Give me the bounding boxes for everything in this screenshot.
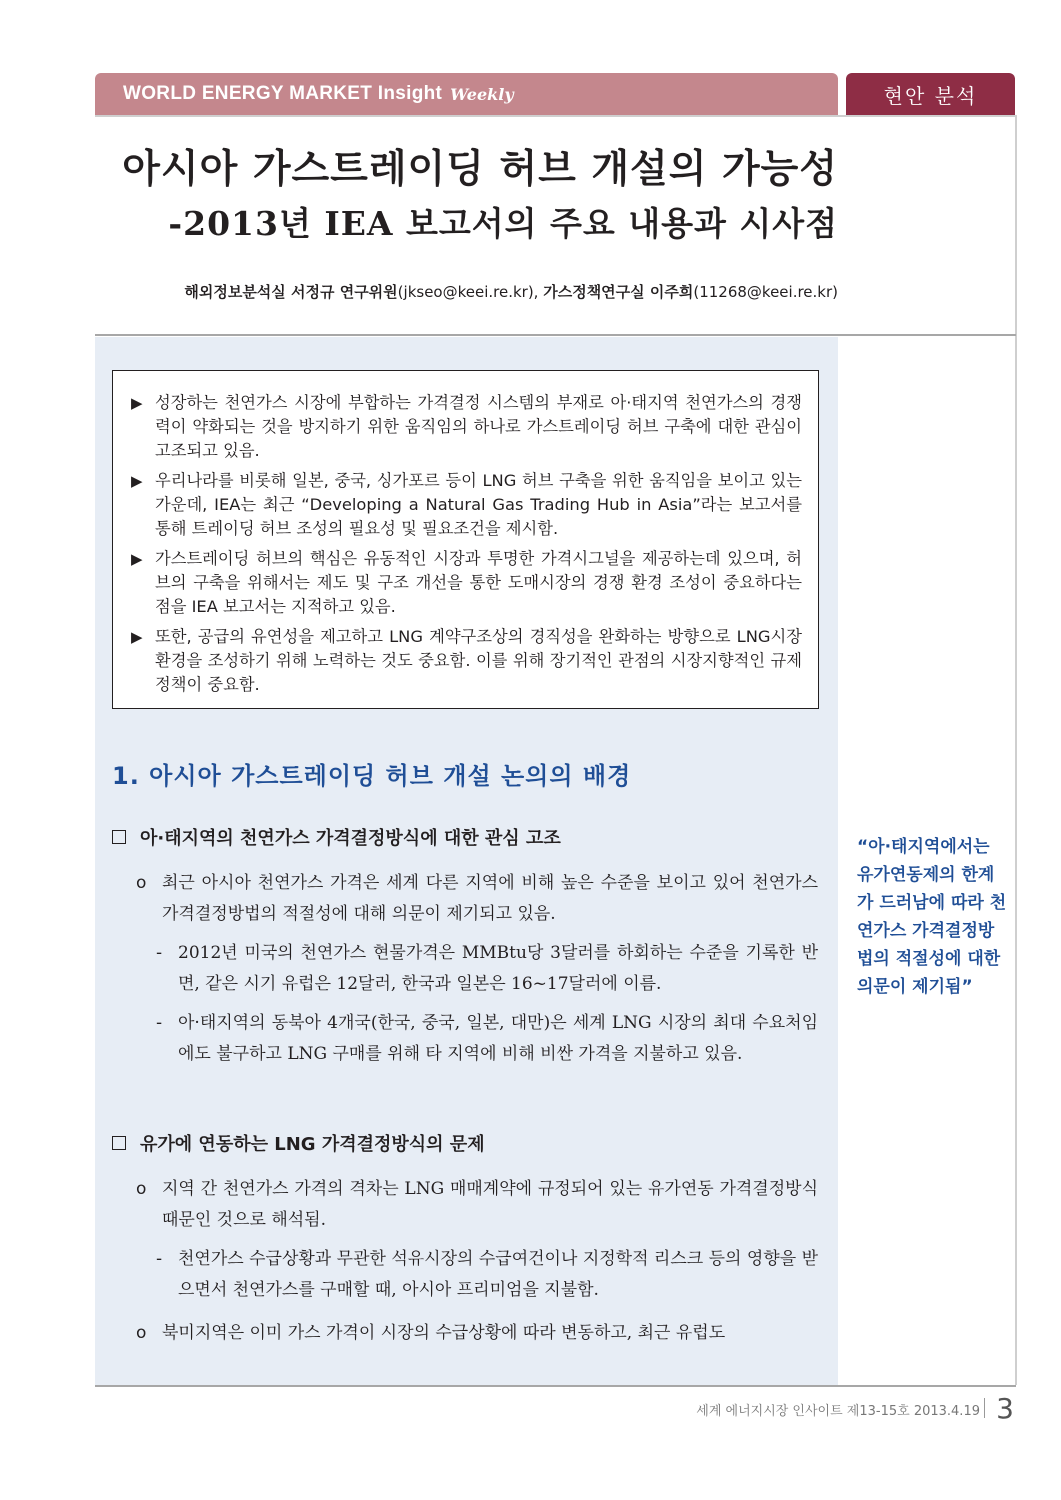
summary-text: 또한, 공급의 유연성을 제고하고 LNG 계약구조상의 경직성을 완화하는 방향으로 LNG시장 환경을 조성하기 위해 노력하는 것도 중요함. 이를 위해 장기적인 관점의 시장지향적인 규제정책이 중요함. [155,627,802,694]
dash-bullet-icon: - [156,943,163,963]
author-2-email: (11268@keei.re.kr) [693,283,838,301]
section-tab: 현안 분석 [846,73,1015,115]
paragraph-text: 최근 아시아 천연가스 가격은 세계 다른 지역에 비해 높은 수준을 보이고 있어 천연가스 가격결정방법의 적절성에 대해 의문이 제기되고 있음. [162,873,818,924]
circle-bullet-icon: o [136,1323,147,1343]
circle-bullet-icon: o [136,873,147,893]
section-heading: 1. 아시아 가스트레이딩 허브 개설 논의의 배경 [112,762,632,790]
publication-header-bar [95,73,838,115]
checkbox-square-icon [112,830,126,844]
dash-bullet-icon: - [156,1249,163,1269]
subheading [112,1130,485,1156]
checkbox-square-icon [112,1136,126,1150]
circle-bullet-icon: o [136,1179,147,1199]
triangle-bullet-icon: ▶ [131,628,143,646]
author-1: 해외정보분석실 서정규 연구위원 [184,283,398,301]
summary-item [131,391,802,463]
summary-text: 우리나라를 비롯해 일본, 중국, 싱가포르 등이 LNG 허브 구축을 위한 움직임을 보이고 있는 가운데, IEA는 최근 “Developing a Natural Gas Trading Hub in Asia”라는 보고서를 통해 트레이딩 허브 조성의 필요성 및 필요조건을 제시함. [155,471,802,538]
paragraph [136,1318,818,1349]
summary-text: 가스트레이딩 허브의 핵심은 유동적인 시장과 투명한 가격시그널을 제공하는데 있으며, 허브의 구축을 위해서는 제도 및 구조 개선을 통한 도매시장의 경쟁 환경 조성이 중요하다는 점을 IEA 보고서는 지적하고 있음. [155,549,802,616]
dash-bullet-icon: - [156,1013,163,1033]
subheading-text: 아·태지역의 천연가스 가격결정방식에 대한 관심 고조 [140,828,561,849]
paragraph-text: 북미지역은 이미 가스 가격이 시장의 수급상황에 따라 변동하고, 최근 유럽도 [162,1323,726,1343]
pull-quote: “아·태지역에서는 유가연동제의 한계가 드러남에 따라 천연가스 가격결정방법의 적절성에 대한 의문이 제기됨” [857,837,1007,997]
header-rule [95,115,1016,117]
footer-issue: 세계 에너지시장 인사이트 제13-15호 2013.4.19 [696,1404,980,1419]
author-1-email: (jkseo@keei.re.kr), [397,283,544,301]
paragraph-text: 천연가스 수급상황과 무관한 석유시장의 수급여건이나 지정학적 리스크 등의 영향을 받으면서 천연가스를 구매할 때, 아시아 프리미엄을 지불함. [178,1249,818,1300]
footer-separator [984,1398,985,1418]
summary-text: 성장하는 천연가스 시장에 부합하는 가격결정 시스템의 부재로 아·태지역 천연가스의 경쟁력이 약화되는 것을 방지하기 위한 움직임의 하나로 가스트레이딩 허브 구축에 대한 관심이 고조되고 있음. [155,393,802,460]
paragraph [136,868,818,930]
author-line [95,281,838,302]
subheading [112,824,561,850]
summary-item [131,625,802,697]
title-rule [95,334,1016,336]
author-2: 가스정책연구실 이주희 [543,283,694,301]
sub-paragraph [156,938,818,1000]
summary-item [131,547,802,619]
right-margin-rule [1015,115,1017,1385]
triangle-bullet-icon: ▶ [131,472,143,490]
publication-weekly: Weekly [450,84,514,104]
paragraph-text: 아·태지역의 동북아 4개국(한국, 중국, 일본, 대만)은 세계 LNG 시장의 최대 수요처임에도 불구하고 LNG 구매를 위해 타 지역에 비해 비싼 가격을 지불하고 있음. [178,1013,818,1064]
triangle-bullet-icon: ▶ [131,550,143,568]
summary-item [131,469,802,541]
article-subtitle: -2013년 IEA 보고서의 주요 내용과 시사점 [168,204,838,243]
page-number: 3 [996,1392,1014,1425]
sub-paragraph [156,1244,818,1306]
sub-paragraph [156,1008,818,1070]
bottom-rule [95,1385,1016,1387]
subheading-text: 유가에 연동하는 LNG 가격결정방식의 문제 [140,1134,485,1155]
publication-name: WORLD ENERGY MARKET Insight [123,83,443,104]
article-title: 아시아 가스트레이딩 허브 개설의 가능성 [122,147,838,192]
paragraph [136,1174,818,1236]
paragraph-text: 지역 간 천연가스 가격의 격차는 LNG 매매계약에 규정되어 있는 유가연동 가격결정방식 때문인 것으로 해석됨. [162,1179,818,1230]
triangle-bullet-icon: ▶ [131,394,143,412]
paragraph-text: 2012년 미국의 천연가스 현물가격은 MMBtu당 3달러를 하회하는 수준을 기록한 반면, 같은 시기 유럽은 12달러, 한국과 일본은 16~17달러에 이름. [178,943,818,994]
summary-box [112,370,819,709]
